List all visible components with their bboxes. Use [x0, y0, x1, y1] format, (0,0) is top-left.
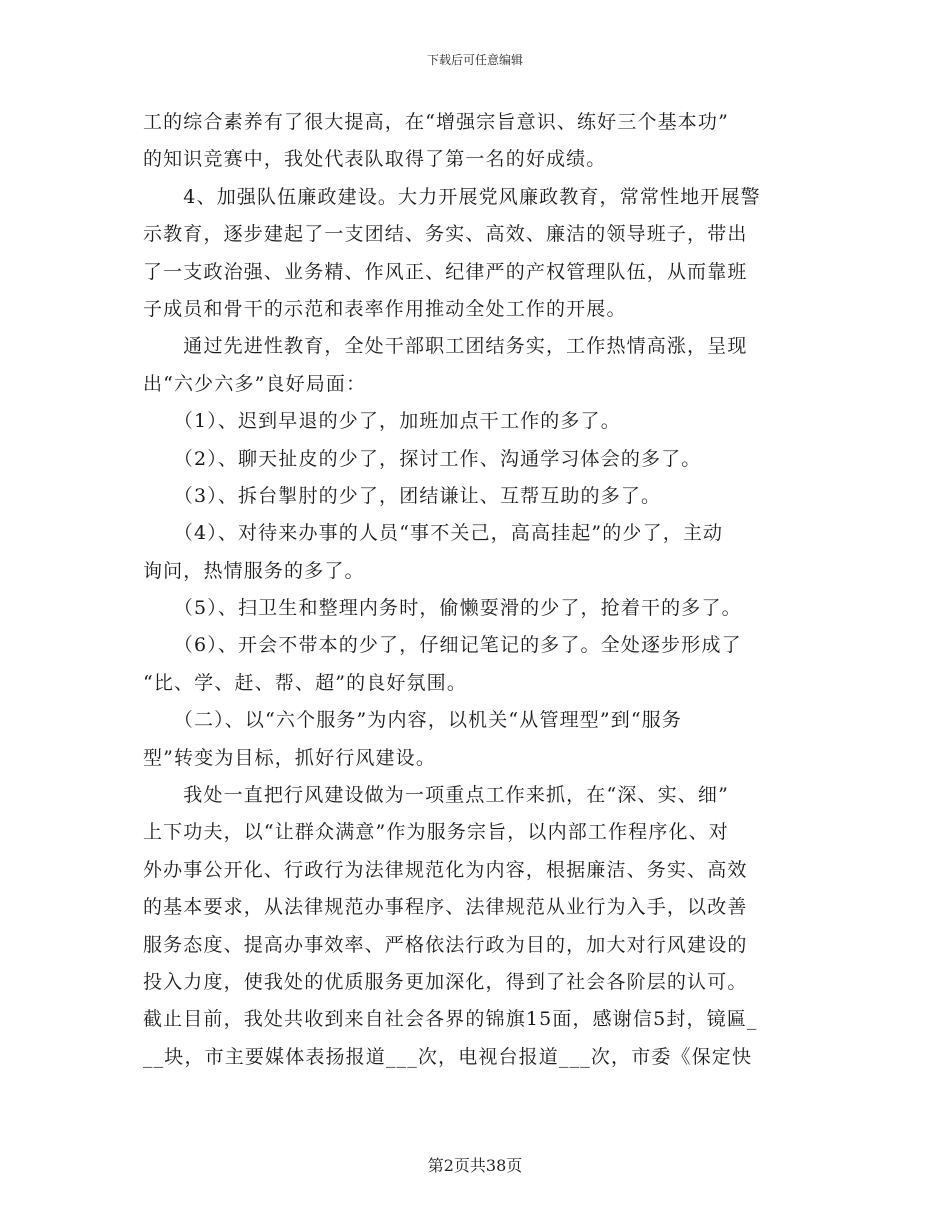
text-line: （2）、聊天扯皮的少了，探讨工作、沟通学习体会的多了。	[143, 447, 702, 470]
text-line: （6）、开会不带本的少了，仔细记笔记的多了。全处逐步形成了	[143, 634, 742, 657]
text-line: 工的综合素养有了很大提高，在“增强宗旨意识、练好三个基本功”	[143, 111, 729, 133]
text-line: 服务态度、提高办事效率、严格依法行政为目的，加大对行风建设的	[143, 933, 748, 956]
text-line: 示教育，逐步建起了一支团结、务实、高效、廉洁的领导班子，带出	[143, 223, 748, 246]
text-line: 外办事公开化、行政行为法律规范化为内容，根据廉洁、务实、高效	[143, 858, 748, 881]
text-line: （5）、扫卫生和整理内务时，偷懒耍滑的少了，抢着干的多了。	[143, 597, 742, 620]
page-number: 第2页共38页	[427, 1156, 523, 1175]
text-line: 的基本要求，从法律规范办事程序、法律规范从业行为入手，以改善	[143, 896, 748, 919]
text-line: “比、学、赶、帮、超”的良好氛围。	[143, 671, 467, 694]
text-line: 4、加强队伍廉政建设。大力开展党风廉政教育，常常性地开展警	[143, 185, 761, 208]
page-header: 下载后可任意编辑	[426, 53, 523, 67]
document-body	[143, 104, 808, 1076]
text-line: 我处一直把行风建设做为一项重点工作来抓，在“深、实、细”	[143, 784, 729, 807]
text-line: __块，市主要媒体表扬报道___次，电视台报道___次，市委《保定快	[143, 1045, 753, 1068]
text-line: 的知识竞赛中，我处代表队取得了第一名的好成绩。	[143, 148, 607, 171]
text-line: （二）、以“六个服务”为内容，以机关“从管理型”到“服务	[143, 709, 683, 732]
text-line: （1）、迟到早退的少了，加班加点干工作的多了。	[143, 410, 621, 433]
text-line: 型”转变为目标，抓好行风建设。	[143, 746, 436, 769]
text-line: 了一支政治强、业务精、作风正、纪律严的产权管理队伍，从而靠班	[143, 260, 748, 283]
text-line: 出“六少六多”良好局面：	[143, 372, 367, 395]
text-line: 询问，热情服务的多了。	[143, 559, 365, 582]
text-line: （4）、对待来办事的人员“事不关己，高高挂起”的少了，主动	[143, 522, 724, 545]
text-line: 通过先进性教育，全处干部职工团结务实，工作热情高涨，呈现	[143, 335, 748, 358]
text-line: 截止目前，我处共收到来自社会各界的锦旗15面，感谢信5封，镜匾_	[143, 1008, 758, 1031]
text-line: 上下功夫，以“让群众满意”作为服务宗旨，以内部工作程序化、对	[143, 821, 729, 844]
text-line: 投入力度，使我处的优质服务更加深化，得到了社会各阶层的认可。	[143, 970, 748, 993]
text-line: （3）、拆台掣肘的少了，团结谦让、互帮互助的多了。	[143, 484, 662, 507]
text-line: 子成员和骨干的示范和表率作用推动全处工作的开展。	[143, 297, 627, 320]
